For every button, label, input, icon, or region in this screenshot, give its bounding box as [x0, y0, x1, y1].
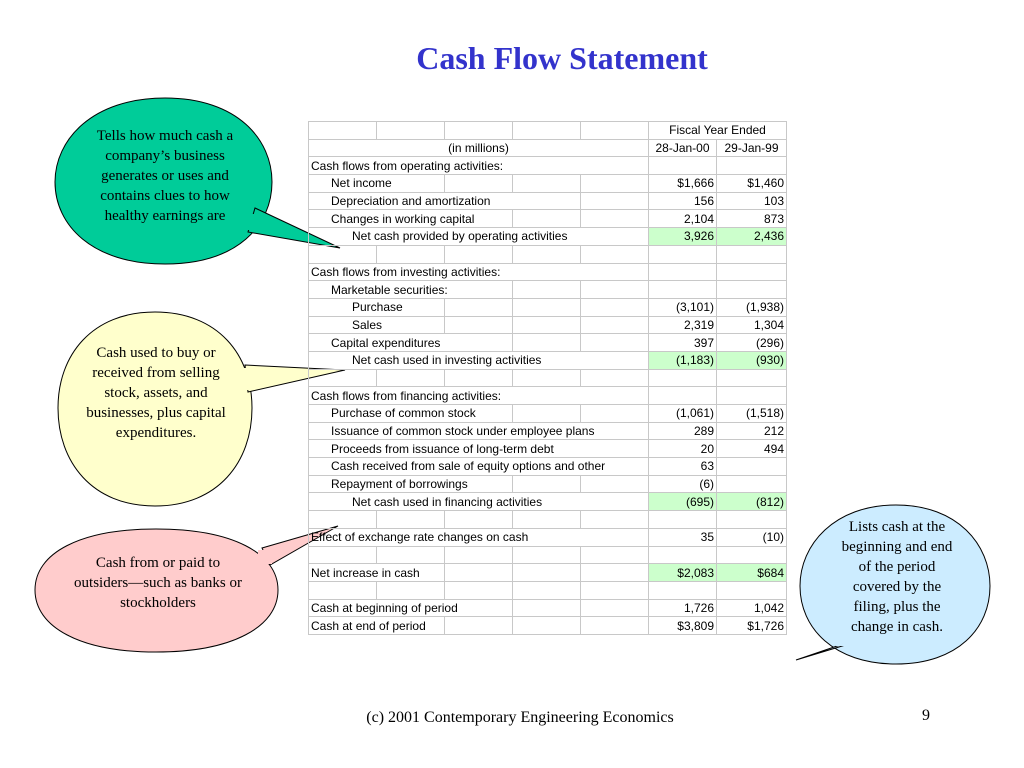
row-label-total: Net cash used in financing activities [309, 493, 649, 511]
table-row [309, 528, 787, 546]
cash-flow-table [308, 121, 787, 635]
value-2000: (1,061) [649, 405, 717, 423]
value-1999: (812) [717, 493, 787, 511]
table-row [309, 493, 787, 511]
table-row [309, 157, 787, 175]
value-2000: $2,083 [649, 564, 717, 582]
financing-heading: Cash flows from financing activities: [309, 387, 649, 405]
value-2000: $1,666 [649, 175, 717, 193]
value-1999: $684 [717, 564, 787, 582]
value-2000: (695) [649, 493, 717, 511]
table-row [309, 387, 787, 405]
table-row [309, 422, 787, 440]
row-label: Effect of exchange rate changes on cash [309, 528, 649, 546]
column-header-2000: 28-Jan-00 [649, 139, 717, 157]
table-row [309, 228, 787, 246]
financing-callout-text: Cash from or paid to outsiders—such as banks or stockholders [74, 555, 242, 611]
value-1999: 873 [717, 210, 787, 228]
table-row [309, 334, 787, 352]
value-2000: 2,104 [649, 210, 717, 228]
value-1999 [717, 458, 787, 476]
operating-callout-text: Tells how much cash a company’s business generates or uses and contains clues to how healthy earnings are [96, 128, 234, 224]
row-label: Purchase [309, 298, 445, 316]
value-1999: $1,460 [717, 175, 787, 193]
value-1999: (1,938) [717, 298, 787, 316]
row-label: Changes in working capital [309, 210, 513, 228]
value-2000: 35 [649, 528, 717, 546]
slide-title: Cash Flow Statement [416, 40, 708, 76]
investing-callout-text: Cash used to buy or received from selling stock, assets, and businesses, plus capital expenditures. [86, 345, 226, 441]
table-row [309, 139, 787, 157]
cash-callout-text: Lists cash at the beginning and end of the period covered by the filing, plus the change in cash. [841, 519, 953, 635]
row-label-total: Net cash provided by operating activities [309, 228, 649, 246]
table-row [309, 458, 787, 476]
value-1999: 1,042 [717, 599, 787, 617]
table-row [309, 175, 787, 193]
row-label: Purchase of common stock [309, 405, 513, 423]
value-1999: 212 [717, 422, 787, 440]
table-row [309, 617, 787, 635]
row-label: Cash received from sale of equity options and other [309, 458, 649, 476]
column-header-1999: 29-Jan-99 [717, 139, 787, 157]
units-header: (in millions) [309, 139, 649, 157]
value-2000: 3,926 [649, 228, 717, 246]
value-1999: 2,436 [717, 228, 787, 246]
value-2000: (1,183) [649, 351, 717, 369]
table-row [309, 298, 787, 316]
value-2000: 63 [649, 458, 717, 476]
table-row [309, 210, 787, 228]
value-2000: (3,101) [649, 298, 717, 316]
row-label: Cash at end of period [309, 617, 445, 635]
table-row [309, 316, 787, 334]
value-1999: $1,726 [717, 617, 787, 635]
value-1999: 1,304 [717, 316, 787, 334]
row-label: Repayment of borrowings [309, 475, 513, 493]
value-1999: (10) [717, 528, 787, 546]
table-row [309, 440, 787, 458]
value-2000: 20 [649, 440, 717, 458]
value-1999: (1,518) [717, 405, 787, 423]
table-row [309, 245, 787, 263]
value-2000: 1,726 [649, 599, 717, 617]
table-row [309, 475, 787, 493]
value-2000: 289 [649, 422, 717, 440]
fiscal-year-header: Fiscal Year Ended [649, 122, 787, 140]
row-label: Cash at beginning of period [309, 599, 513, 617]
row-label-total: Net cash used in investing activities [309, 351, 649, 369]
table-row [309, 546, 787, 564]
row-label: Issuance of common stock under employee plans [309, 422, 649, 440]
value-2000: $3,809 [649, 617, 717, 635]
row-label: Depreciation and amortization [309, 192, 581, 210]
value-1999: (930) [717, 351, 787, 369]
row-label: Marketable securities: [309, 281, 513, 299]
row-label: Proceeds from issuance of long-term debt [309, 440, 649, 458]
value-2000: 156 [649, 192, 717, 210]
row-label: Net income [309, 175, 445, 193]
table-row [309, 369, 787, 387]
table-row [309, 405, 787, 423]
value-1999: 103 [717, 192, 787, 210]
footer-copyright: (c) 2001 Contemporary Engineering Economics [366, 709, 674, 726]
value-1999: (296) [717, 334, 787, 352]
page-number: 9 [922, 707, 930, 724]
value-2000: 2,319 [649, 316, 717, 334]
row-label: Sales [309, 316, 445, 334]
table-row [309, 263, 787, 281]
table-row [309, 581, 787, 599]
value-2000: 397 [649, 334, 717, 352]
row-label: Capital expenditures [309, 334, 513, 352]
table-row [309, 599, 787, 617]
investing-heading: Cash flows from investing activities: [309, 263, 649, 281]
table-row [309, 351, 787, 369]
operating-heading: Cash flows from operating activities: [309, 157, 649, 175]
row-label: Net increase in cash [309, 564, 445, 582]
value-1999: 494 [717, 440, 787, 458]
table-row [309, 511, 787, 529]
table-row [309, 122, 787, 140]
table-row [309, 192, 787, 210]
table-row [309, 281, 787, 299]
value-2000: (6) [649, 475, 717, 493]
value-1999 [717, 475, 787, 493]
table-row [309, 564, 787, 582]
